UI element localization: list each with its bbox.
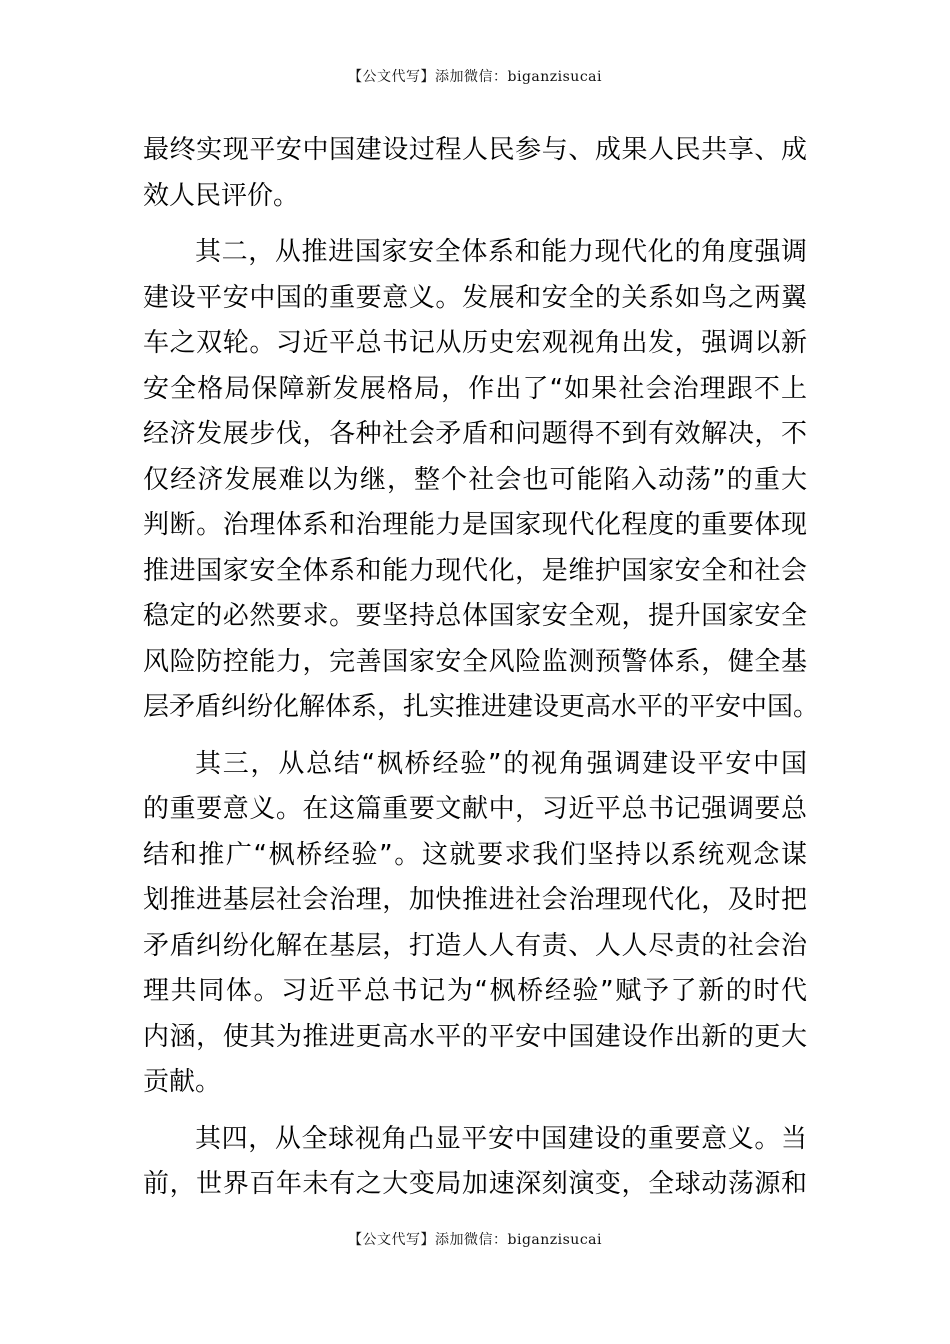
text-line: 矛盾纠纷化解在基层，打造人人有责、人人尽责的社会治: [143, 930, 807, 961]
document-body: [143, 128, 820, 1208]
text-line: 结和推广“枫桥经验”。这就要求我们坚持以系统观念谋: [143, 839, 807, 870]
paragraph-point-two: [143, 230, 820, 731]
text-line: 建设平安中国的重要意义。发展和安全的关系如鸟之两翼: [143, 282, 807, 313]
paragraph-point-three: [143, 742, 807, 1106]
text-line: 经济发展步伐，各种社会矛盾和问题得不到有效解决，不: [143, 419, 807, 449]
page-header: 【公文代写】添加微信：biganzisucai: [348, 69, 602, 85]
text-line: 判断。治理体系和治理能力是国家现代化程度的重要体现: [143, 510, 807, 540]
text-line: 理共同体。习近平总书记为“枫桥经验”赋予了新的时代: [143, 976, 807, 1006]
text-line: 贡献。: [143, 1067, 222, 1097]
paragraph-point-four: [143, 1117, 807, 1208]
text-line: 最终实现平安中国建设过程人民参与、成果人民共享、成: [143, 135, 807, 165]
text-line: 安全格局保障新发展格局，作出了“如果社会治理跟不上: [143, 373, 807, 404]
text-line: 仅经济发展难以为继，整个社会也可能陷入动荡”的重大: [143, 464, 807, 495]
text-line: 其三，从总结“枫桥经验”的视角强调建设平安中国: [195, 748, 807, 779]
text-line: 风险防控能力，完善国家安全风险监测预警体系，健全基: [143, 646, 807, 677]
paragraph-continuation: [143, 128, 807, 219]
text-line: 前，世界百年未有之大变局加速深刻演变，全球动荡源和: [143, 1169, 807, 1199]
text-line: 内涵，使其为推进更高水平的平安中国建设作出新的更大: [143, 1021, 807, 1052]
text-line: 效人民评价。: [143, 180, 300, 211]
text-line: 其四，从全球视角凸显平安中国建设的重要意义。当: [195, 1123, 807, 1154]
text-line: 层矛盾纠纷化解体系，扎实推进建设更高水平的平安中国。: [143, 692, 820, 722]
page-footer: 【公文代写】添加微信：biganzisucai: [348, 1232, 602, 1248]
text-line: 划推进基层社会治理，加快推进社会治理现代化，及时把: [143, 885, 807, 915]
text-line: 其二，从推进国家安全体系和能力现代化的角度强调: [195, 237, 807, 267]
text-line: 推进国家安全体系和能力现代化，是维护国家安全和社会: [143, 555, 807, 586]
text-line: 稳定的必然要求。要坚持总体国家安全观，提升国家安全: [143, 601, 807, 631]
text-line: 的重要意义。在这篇重要文献中，习近平总书记强调要总: [143, 794, 807, 824]
text-line: 车之双轮。习近平总书记从历史宏观视角出发，强调以新: [143, 328, 807, 358]
